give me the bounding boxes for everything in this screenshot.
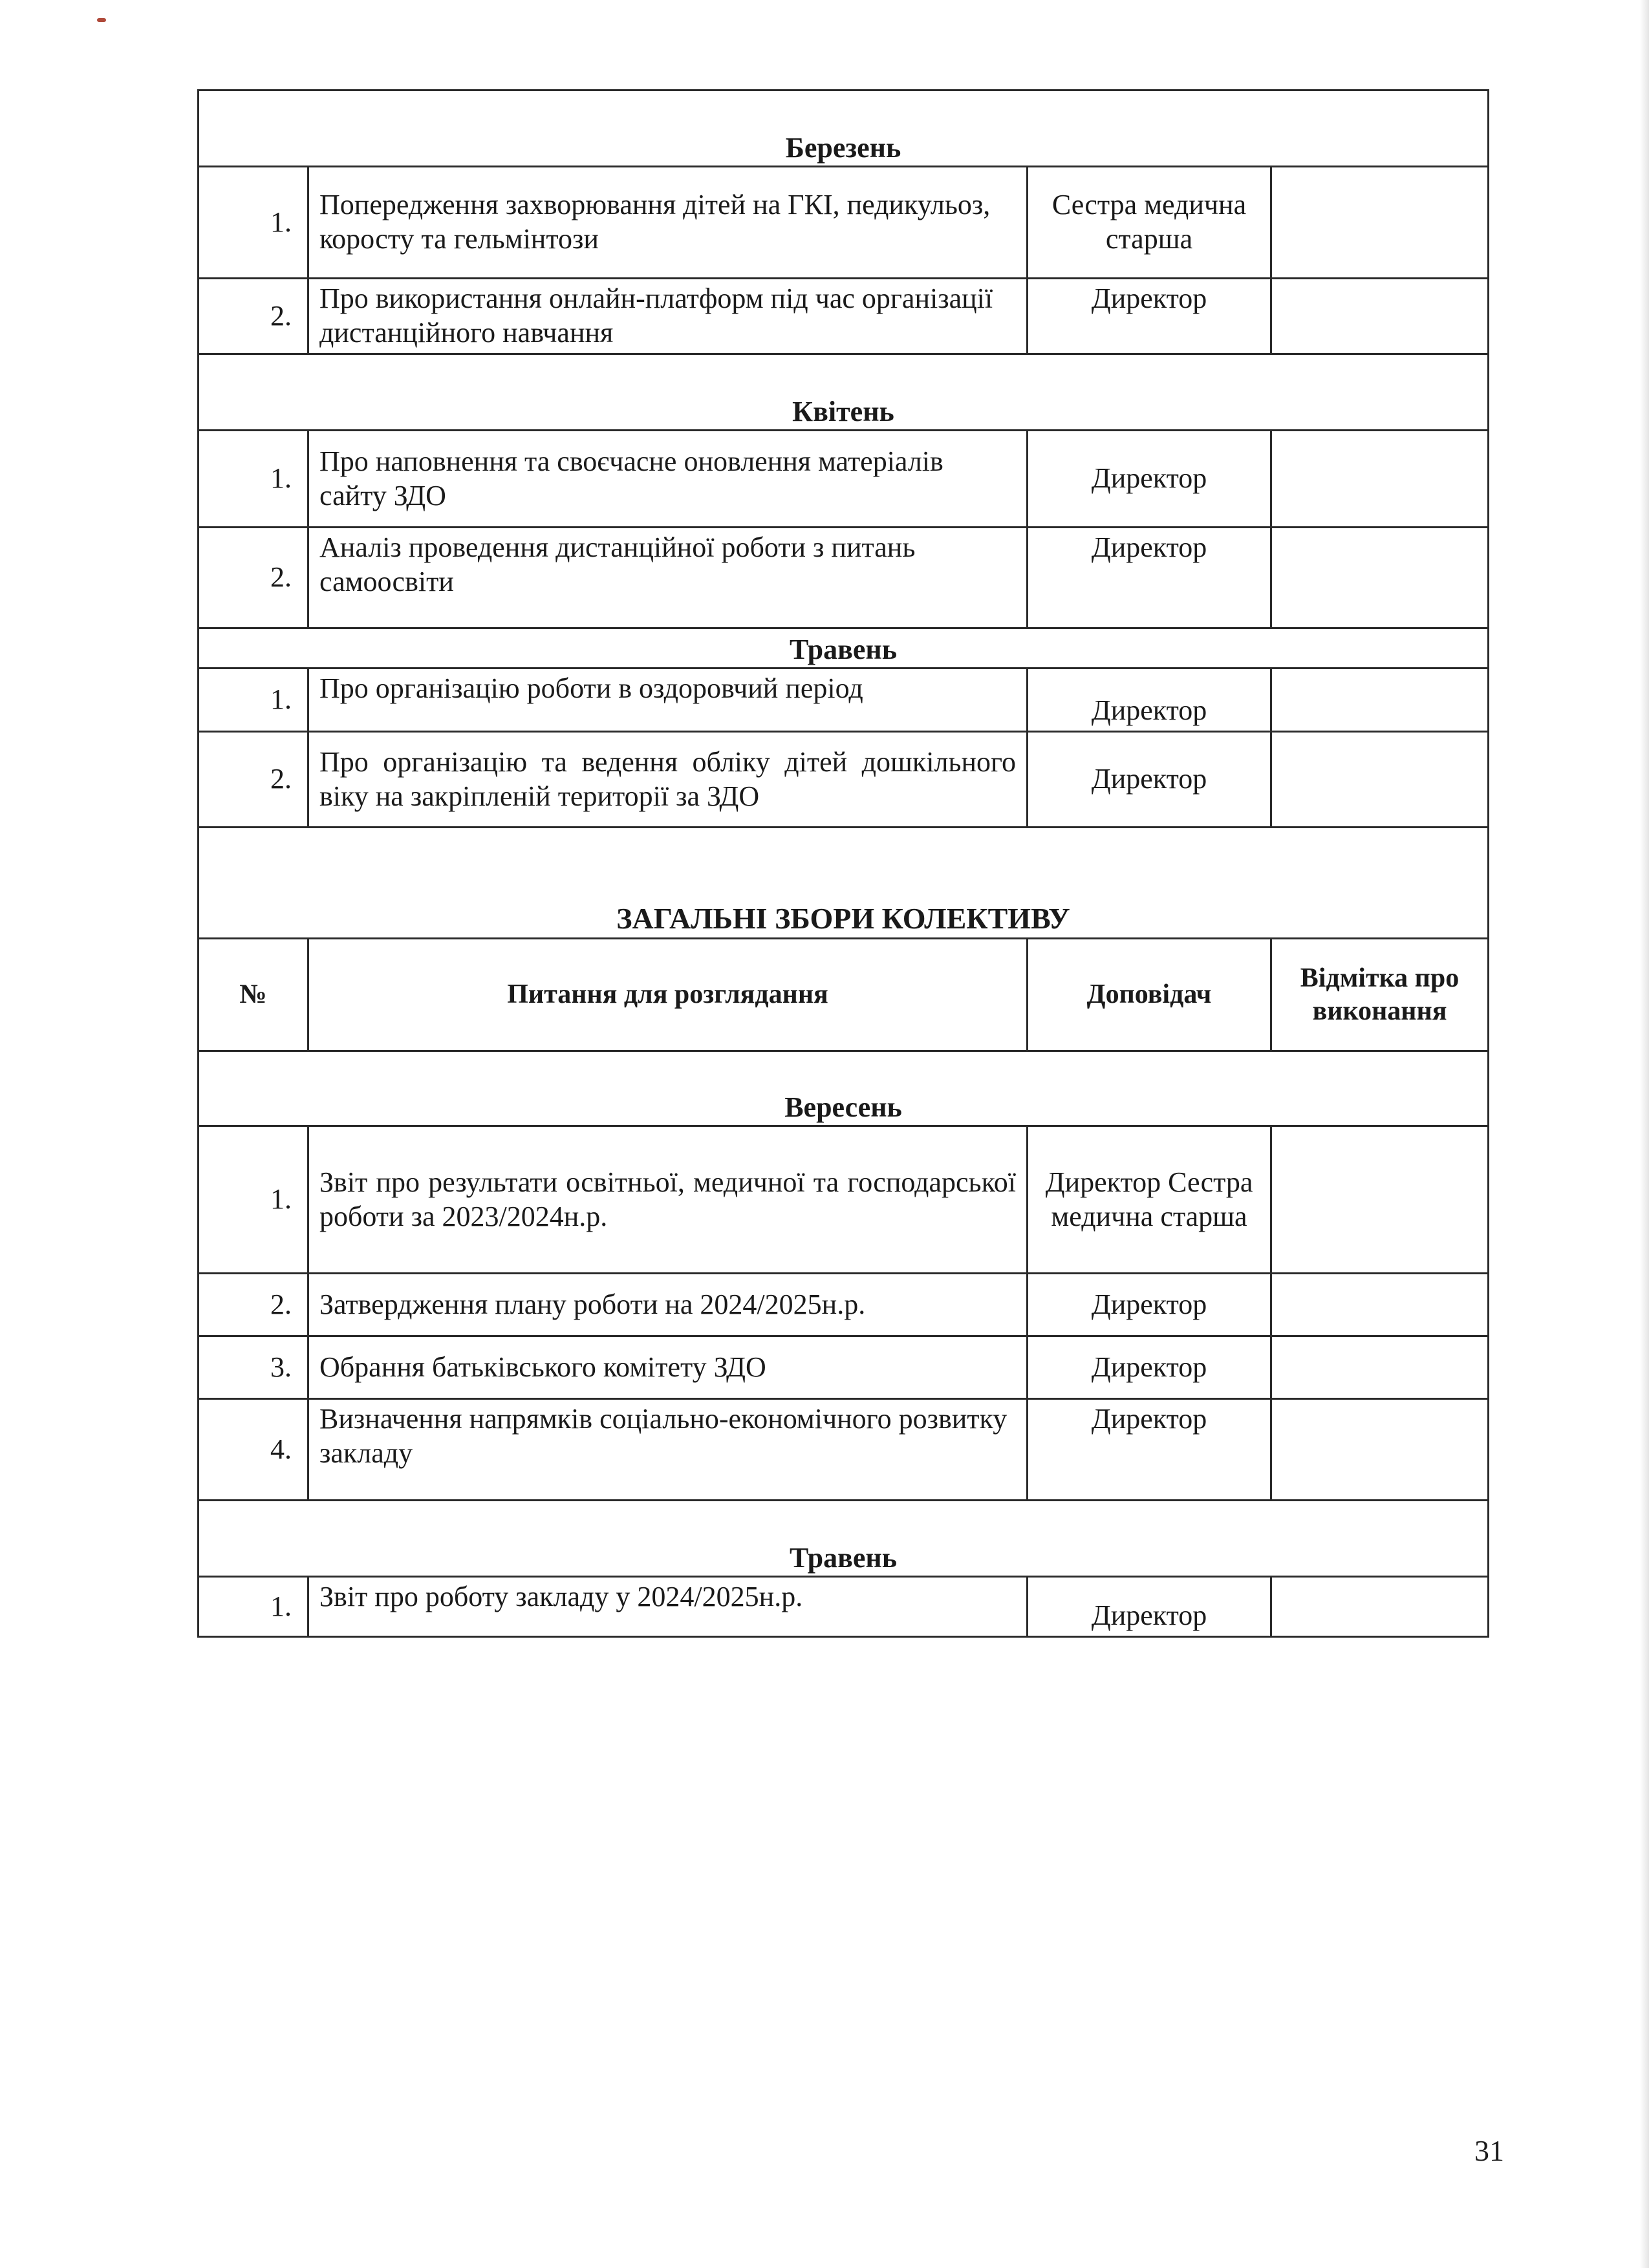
reporter-cell: Директор bbox=[1028, 1577, 1271, 1637]
reporter-cell: Сестра медична старша bbox=[1028, 167, 1271, 279]
row-number: 1. bbox=[199, 167, 308, 279]
table-header-row bbox=[199, 939, 1489, 1051]
month-row-april bbox=[199, 354, 1489, 431]
month-label: Травень bbox=[199, 1501, 1489, 1577]
mark-cell bbox=[1271, 1274, 1489, 1336]
mark-cell bbox=[1271, 1126, 1489, 1274]
page-number: 31 bbox=[1474, 2134, 1504, 2167]
reporter-cell: Директор bbox=[1028, 732, 1271, 828]
reporter-cell: Директор bbox=[1028, 1336, 1271, 1399]
header-number: № bbox=[199, 939, 308, 1051]
table-row bbox=[199, 732, 1489, 828]
row-number: 2. bbox=[199, 732, 308, 828]
month-row-march bbox=[199, 91, 1489, 167]
mark-cell bbox=[1271, 167, 1489, 279]
question-cell: Про використання онлайн-платформ під час організації дистанційного навчання bbox=[308, 279, 1028, 354]
scan-speck bbox=[97, 18, 106, 22]
month-label: Квітень bbox=[199, 354, 1489, 431]
mark-cell bbox=[1271, 732, 1489, 828]
row-number: 1. bbox=[199, 669, 308, 732]
month-label: Травень bbox=[199, 628, 1489, 669]
row-number: 1. bbox=[199, 1577, 308, 1637]
section-title: ЗАГАЛЬНІ ЗБОРИ КОЛЕКТИВУ bbox=[199, 828, 1489, 939]
row-number: 1. bbox=[199, 1126, 308, 1274]
question-cell: Про організацію та ведення обліку дітей дошкільного віку на закріпленій території за ЗДО bbox=[308, 732, 1028, 828]
month-label: Березень bbox=[199, 91, 1489, 167]
plan-table bbox=[197, 89, 1489, 1638]
month-label: Вересень bbox=[199, 1051, 1489, 1126]
mark-cell bbox=[1271, 1336, 1489, 1399]
header-reporter: Доповідач bbox=[1028, 939, 1271, 1051]
reporter-cell: Директор bbox=[1028, 1399, 1271, 1501]
header-mark: Відмітка про виконання bbox=[1271, 939, 1489, 1051]
reporter-cell: Директор Сестра медична старша bbox=[1028, 1126, 1271, 1274]
reporter-cell: Директор bbox=[1028, 528, 1271, 628]
reporter-cell: Директор bbox=[1028, 431, 1271, 528]
row-number: 4. bbox=[199, 1399, 308, 1501]
month-row-may bbox=[199, 1501, 1489, 1577]
mark-cell bbox=[1271, 279, 1489, 354]
section-title-row bbox=[199, 828, 1489, 939]
mark-cell bbox=[1271, 669, 1489, 732]
question-cell: Визначення напрямків соціально-економічного розвитку закладу bbox=[308, 1399, 1028, 1501]
row-number: 2. bbox=[199, 279, 308, 354]
table-row bbox=[199, 1336, 1489, 1399]
mark-cell bbox=[1271, 528, 1489, 628]
table-row bbox=[199, 167, 1489, 279]
table-row bbox=[199, 1274, 1489, 1336]
row-number: 1. bbox=[199, 431, 308, 528]
month-row-may bbox=[199, 628, 1489, 669]
table-row bbox=[199, 279, 1489, 354]
table-row bbox=[199, 528, 1489, 628]
row-number: 2. bbox=[199, 528, 308, 628]
mark-cell bbox=[1271, 1577, 1489, 1637]
question-cell: Обрання батьківського комітету ЗДО bbox=[308, 1336, 1028, 1399]
scanned-page-edge bbox=[1640, 0, 1649, 2268]
reporter-cell: Директор bbox=[1028, 669, 1271, 732]
mark-cell bbox=[1271, 1399, 1489, 1501]
table-row bbox=[199, 1577, 1489, 1637]
month-row-september bbox=[199, 1051, 1489, 1126]
question-cell: Звіт про роботу закладу у 2024/2025н.р. bbox=[308, 1577, 1028, 1637]
table-row bbox=[199, 669, 1489, 732]
table-row bbox=[199, 1126, 1489, 1274]
question-cell: Про організацію роботи в оздоровчий період bbox=[308, 669, 1028, 732]
question-cell: Звіт про результати освітньої, медичної та господарської роботи за 2023/2024н.р. bbox=[308, 1126, 1028, 1274]
header-question: Питання для розглядання bbox=[308, 939, 1028, 1051]
question-cell: Попередження захворювання дітей на ГКІ, педикульоз, коросту та гельмінтози bbox=[308, 167, 1028, 279]
row-number: 3. bbox=[199, 1336, 308, 1399]
table-row bbox=[199, 1399, 1489, 1501]
mark-cell bbox=[1271, 431, 1489, 528]
table-row bbox=[199, 431, 1489, 528]
reporter-cell: Директор bbox=[1028, 1274, 1271, 1336]
reporter-cell: Директор bbox=[1028, 279, 1271, 354]
question-cell: Затвердження плану роботи на 2024/2025н.р. bbox=[308, 1274, 1028, 1336]
row-number: 2. bbox=[199, 1274, 308, 1336]
question-cell: Аналіз проведення дистанційної роботи з питань самоосвіти bbox=[308, 528, 1028, 628]
question-cell: Про наповнення та своєчасне оновлення матеріалів сайту ЗДО bbox=[308, 431, 1028, 528]
